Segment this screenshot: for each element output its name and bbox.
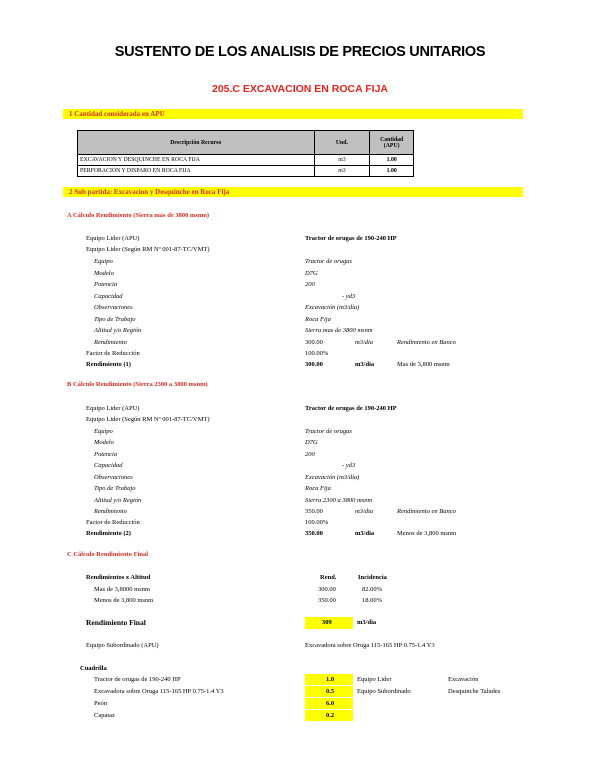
rend-value: 300.00 [305, 339, 323, 346]
final-unit: m3/dia [357, 619, 377, 626]
table-header-row [78, 131, 414, 155]
block-a-lider-value: Tractor de orugas de 190-240 HP [305, 235, 397, 242]
detail-key: Tipo de Trabajo [94, 485, 136, 492]
table-row [78, 166, 414, 177]
total-value: 300.00 [305, 361, 323, 368]
detail-key: Altitud y/o Región [94, 327, 142, 334]
row-qty: 1.00 [370, 155, 414, 166]
altitude-inc: 82.00% [362, 586, 383, 593]
col-desc-header: Descripción Recurso [78, 131, 315, 155]
cuadrilla-value: 0.2 [326, 712, 335, 719]
detail-key: Potencia [94, 281, 118, 288]
factor-value: 100.00% [305, 350, 329, 357]
altitude-key: Mas de 3,8000 msnm [94, 586, 150, 593]
cuadrilla-value: 1.0 [326, 676, 335, 683]
detail-value: Excavación (m3/día) [305, 304, 360, 311]
detail-key: Modelo [94, 270, 114, 277]
row-desc: PERFORACION Y DISPARO EN ROCA FIJA [78, 166, 315, 177]
altitude-key: Menos de 3,800 msnm [94, 597, 154, 604]
detail-value: - yd3 [342, 293, 356, 300]
detail-key: Observaciones [94, 474, 133, 481]
detail-value: D7G [305, 270, 318, 277]
section-2-label: 2 Sub partida: Excavacion y Desquinche en Roca Fija [69, 188, 230, 196]
detail-value: 200 [305, 281, 315, 288]
row-und: m3 [314, 155, 370, 166]
sub-equipo-label: Equipo Subordinado (APU) [86, 642, 159, 649]
cuadrilla-role: Equipo Subordinado [357, 688, 411, 695]
block-a-title: A Cálculo Rendimiento (Sierra mas de 3800 msnm) [67, 212, 210, 219]
cuadrilla-item: Peón [94, 700, 107, 707]
factor-value: 100.00% [305, 519, 329, 526]
col-und-header: Und. [314, 131, 370, 155]
detail-value: D7G [305, 439, 318, 446]
apu-quantity-table [77, 130, 414, 177]
row-qty: 1.00 [370, 166, 414, 177]
detail-key: Potencia [94, 451, 118, 458]
rend-label: Rendimiento [94, 339, 127, 346]
detail-key: Altitud y/o Región [94, 497, 142, 504]
detail-key: Tipo de Trabajo [94, 316, 136, 323]
detail-value: Roca Fija [305, 316, 331, 323]
factor-label: Factor de Reducción [86, 519, 140, 526]
detail-value: Tractor de orugas [305, 428, 352, 435]
page-title: SUSTENTO DE LOS ANALISIS DE PRECIOS UNITARIOS [114, 44, 486, 60]
cuadrilla-label: Cuadrilla [80, 665, 107, 672]
detail-value: 200 [305, 451, 315, 458]
block-b-rm-label: Equipo Lider (Según RM Nº 001-87-TC/VMT) [86, 416, 210, 423]
cuadrilla-value: 6.0 [326, 700, 335, 707]
block-c-title: C Cálculo Rendimiento Final [67, 551, 149, 558]
block-b-lider-label: Equipo Lider (APU) [86, 405, 140, 412]
final-value: 309 [322, 619, 332, 626]
detail-value: Excavación (m3/día) [305, 474, 360, 481]
col-qty-header: Cantidad (APU) [370, 131, 414, 155]
block-a-rm-label: Equipo Lider (Según RM Nº 001-87-TC/VMT) [86, 246, 210, 253]
col-incidencia: Incidencia [358, 574, 387, 581]
detail-key: Equipo [94, 428, 113, 435]
col-label: Rendimientos x Altitud [86, 574, 151, 581]
row-desc: EXCAVACION Y DESQUINCHE EN ROCA FIJA [78, 155, 315, 166]
detail-value: Tractor de orugas [305, 258, 352, 265]
detail-value: Roca Fija [305, 485, 331, 492]
rend-label: Rendimiento [94, 508, 127, 515]
block-b-lider-value: Tractor de orugas de 190-240 HP [305, 405, 397, 412]
total-unit: m3/dia [355, 530, 375, 537]
cuadrilla-item: Tractor de orugas de 190-240 HP [94, 676, 181, 683]
rend-unit: m3/dia [355, 508, 374, 515]
total-unit: m3/dia [355, 361, 375, 368]
block-a-lider-label: Equipo Lider (APU) [86, 235, 140, 242]
total-note: Mas de 3,800 msnm [397, 361, 450, 368]
cuadrilla-value: 0.5 [326, 688, 335, 695]
rend-value: 350.00 [305, 508, 323, 515]
total-value: 350.00 [305, 530, 323, 537]
total-label: Rendimiento (2) [86, 530, 131, 537]
final-label: Rendimiento Final [86, 618, 146, 627]
table-row [78, 155, 414, 166]
row-und: m3 [314, 166, 370, 177]
sub-equipo-value: Excavadora sobre Oruga 115-165 HP 0.75-1.4 Y3 [305, 642, 435, 649]
factor-label: Factor de Reducción [86, 350, 140, 357]
detail-key: Capacidad [94, 293, 123, 300]
detail-key: Capacidad [94, 462, 123, 469]
detail-key: Observaciones [94, 304, 133, 311]
altitude-inc: 18.00% [362, 597, 383, 604]
block-b-title: B Cálculo Rendimiento (Sierra 2300 a 3800 msnm) [67, 381, 208, 388]
col-rend: Rend. [320, 574, 337, 581]
altitude-rend: 350.00 [318, 597, 336, 604]
total-note: Menos de 3,800 msnm [397, 530, 457, 537]
altitude-rend: 300.00 [318, 586, 336, 593]
rend-note: Rendimiento en Banco [397, 339, 456, 346]
cuadrilla-item: Capataz [94, 712, 115, 719]
detail-key: Modelo [94, 439, 114, 446]
page-subtitle: 205.C EXCAVACION EN ROCA FIJA [211, 83, 388, 95]
rend-note: Rendimiento en Banco [397, 508, 456, 515]
detail-value: Sierra mas de 3800 msnm [305, 327, 373, 334]
section-1-label: 1 Cantidad considerada en APU [69, 110, 165, 118]
detail-value: - yd3 [342, 462, 356, 469]
detail-key: Equipo [94, 258, 113, 265]
detail-value: Sierra 2300 a 3800 msnm [305, 497, 373, 504]
cuadrilla-item: Excavadora sobre Oruga 115-165 HP 0.75-1.4 Y3 [94, 688, 224, 695]
cuadrilla-role: Equipo Lider [357, 676, 392, 683]
total-label: Rendimiento (1) [86, 361, 131, 368]
cuadrilla-task: Desquinche Taludes [448, 688, 501, 695]
cuadrilla-task: Excavación [448, 676, 479, 683]
rend-unit: m3/dia [355, 339, 374, 346]
